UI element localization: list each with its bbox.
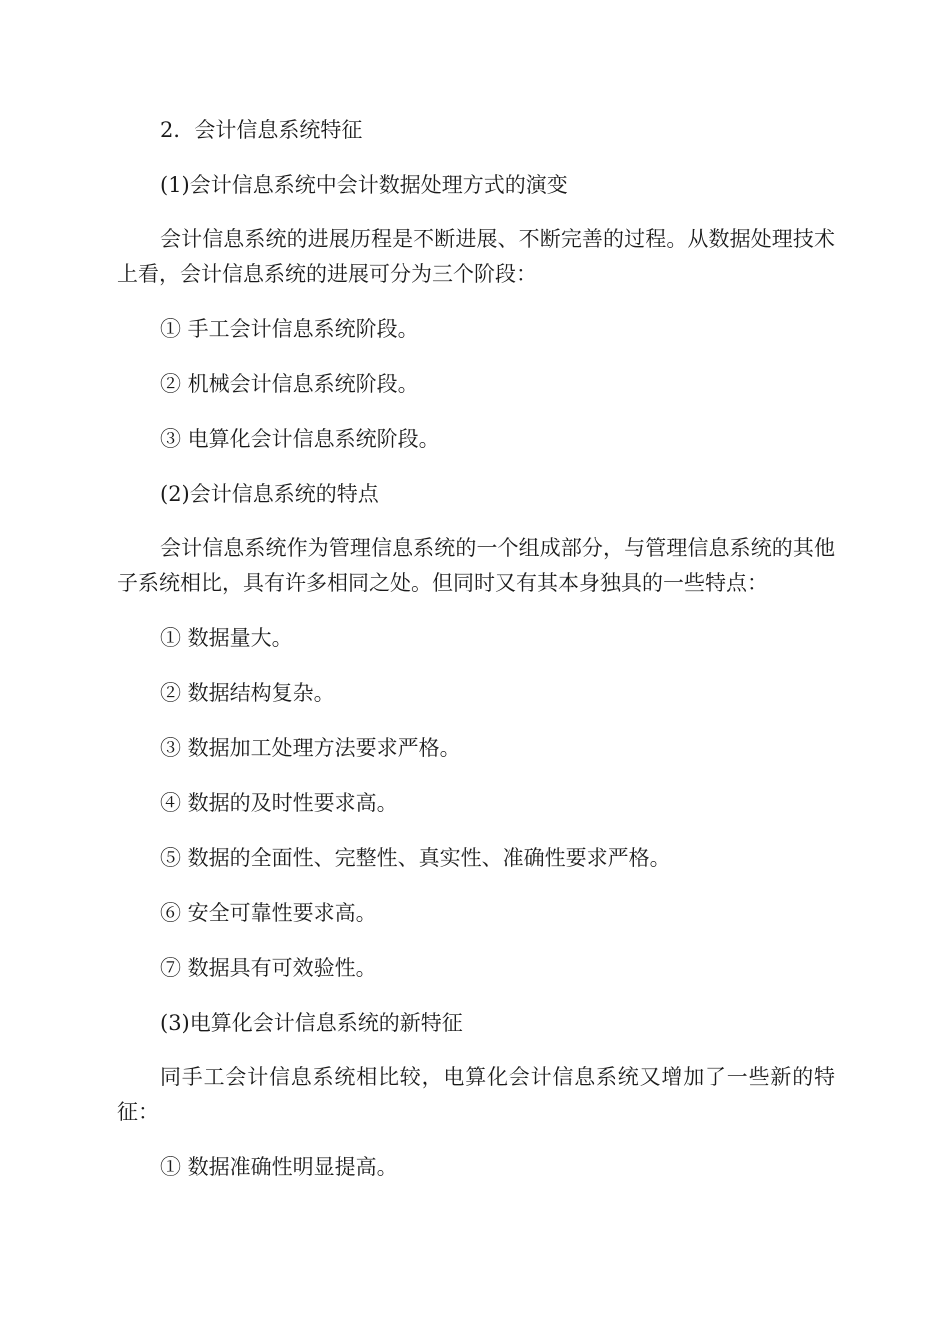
list-item: ④ 数据的及时性要求高。 xyxy=(160,791,398,815)
section-heading: 2．会计信息系统特征 xyxy=(160,118,363,142)
list-item: ⑥ 安全可靠性要求高。 xyxy=(160,901,377,925)
list-item: ② 机械会计信息系统阶段。 xyxy=(160,372,419,396)
paragraph-1: 会计信息系统的进展历程是不断进展、不断完善的过程。从数据处理技术上看，会计信息系统的进展可分为三个阶段： xyxy=(117,227,835,286)
subsection-heading-2: (2)会计信息系统的特点 xyxy=(160,482,379,506)
subsection-heading-3: (3)电算化会计信息系统的新特征 xyxy=(160,1011,463,1035)
list-item: ③ 数据加工处理方法要求严格。 xyxy=(160,736,461,760)
list-item: ② 数据结构复杂。 xyxy=(160,681,335,705)
subsection-heading-1: (1)会计信息系统中会计数据处理方式的演变 xyxy=(160,173,568,197)
paragraph-2: 会计信息系统作为管理信息系统的一个组成部分，与管理信息系统的其他子系统相比，具有许多相同之处。但同时又有其本身独具的一些特点： xyxy=(117,536,835,595)
list-item: ③ 电算化会计信息系统阶段。 xyxy=(160,427,440,451)
list-item: ① 数据准确性明显提高。 xyxy=(160,1155,398,1179)
list-item: ① 手工会计信息系统阶段。 xyxy=(160,317,419,341)
list-item: ⑦ 数据具有可效验性。 xyxy=(160,956,377,980)
paragraph-3: 同手工会计信息系统相比较，电算化会计信息系统又增加了一些新的特征： xyxy=(117,1065,835,1124)
list-item: ⑤ 数据的全面性、完整性、真实性、准确性要求严格。 xyxy=(160,846,671,870)
list-item: ① 数据量大。 xyxy=(160,626,293,650)
